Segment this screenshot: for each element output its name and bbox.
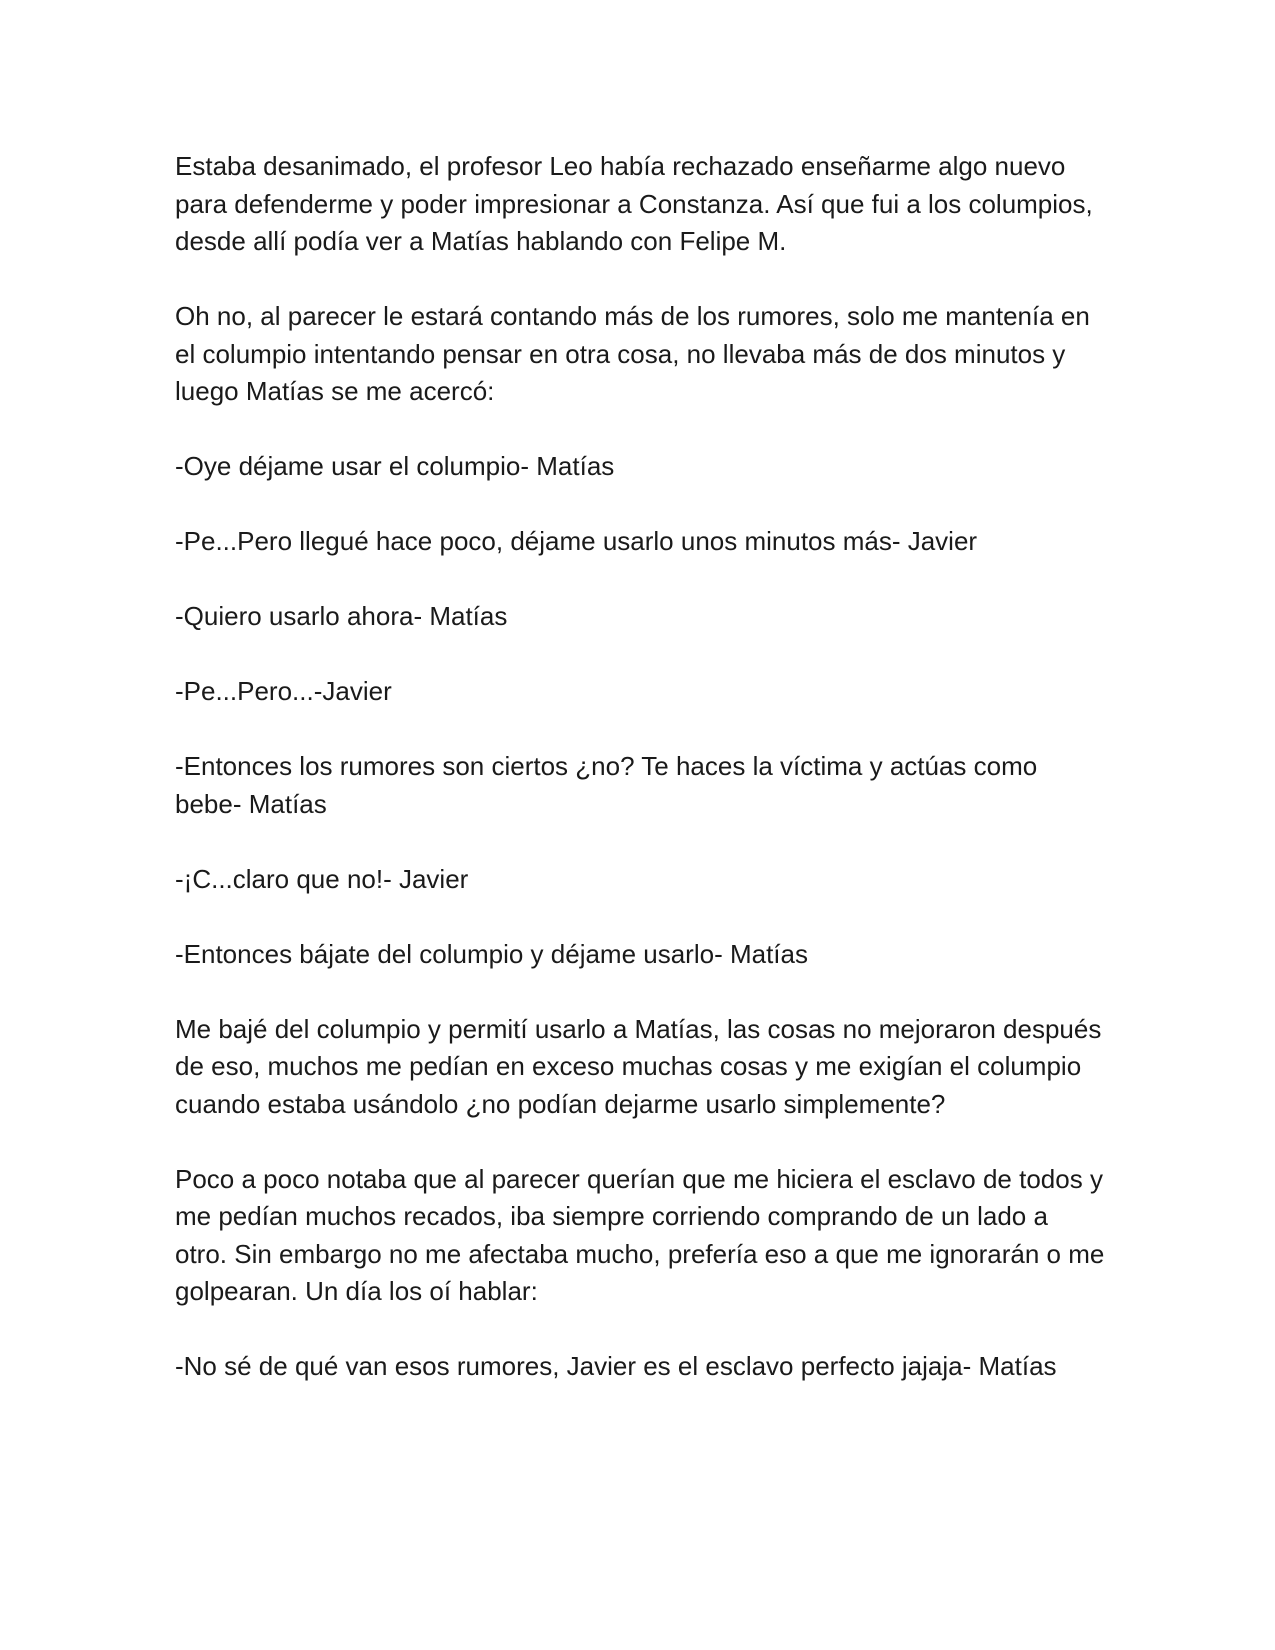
dialogue-line: -Pe...Pero llegué hace poco, déjame usarlo unos minutos más- Javier — [175, 526, 978, 556]
dialogue-line: -Pe...Pero...-Javier — [175, 676, 392, 706]
dialogue-line: -Oye déjame usar el columpio- Matías — [175, 451, 615, 481]
dialogue-line: -Entonces bájate del columpio y déjame usarlo- Matías — [175, 938, 808, 969]
dialogue-line: -Entonces los rumores son ciertos ¿no? Te haces la víctima y actúas como bebe- Matías — [175, 751, 1038, 819]
paragraph: Oh no, al parecer le estará contando más de los rumores, solo me mantenía en el columpio intentando pensar en otra cosa, no llevaba más de dos minutos y luego Matías se me acercó: — [175, 301, 1090, 406]
paragraph: Estaba desanimado, el profesor Leo había rechazado enseñarme algo nuevo para defenderme y poder impresionar a Constanza. Así que fui a los columpios, desde allí podía ver a Matías hablando con Felipe M. — [175, 151, 1093, 256]
document-body — [175, 148, 1105, 1386]
dialogue-line: -Quiero usarlo ahora- Matías — [175, 601, 508, 631]
dialogue-line: -¡C...claro que no!- Javier — [175, 863, 469, 894]
paragraph: Me bajé del columpio y permití usarlo a Matías, las cosas no mejoraron después de eso, muchos me pedían en exceso muchas cosas y me exigían el columpio cuando estaba usándolo ¿no podían dejarme usarlo simplemente? — [175, 1013, 1102, 1119]
paragraph: Poco a poco notaba que al parecer querían que me hiciera el esclavo de todos y me pedían muchos recados, iba siempre corriendo comprando de un lado a otro. Sin embargo no me afectaba mucho, prefería eso a que me ignorarán o me golpearan. Un día los oí hablar: — [175, 1163, 1105, 1306]
dialogue-line: -No sé de qué van esos rumores, Javier es el esclavo perfecto jajaja- Matías — [175, 1351, 1057, 1381]
